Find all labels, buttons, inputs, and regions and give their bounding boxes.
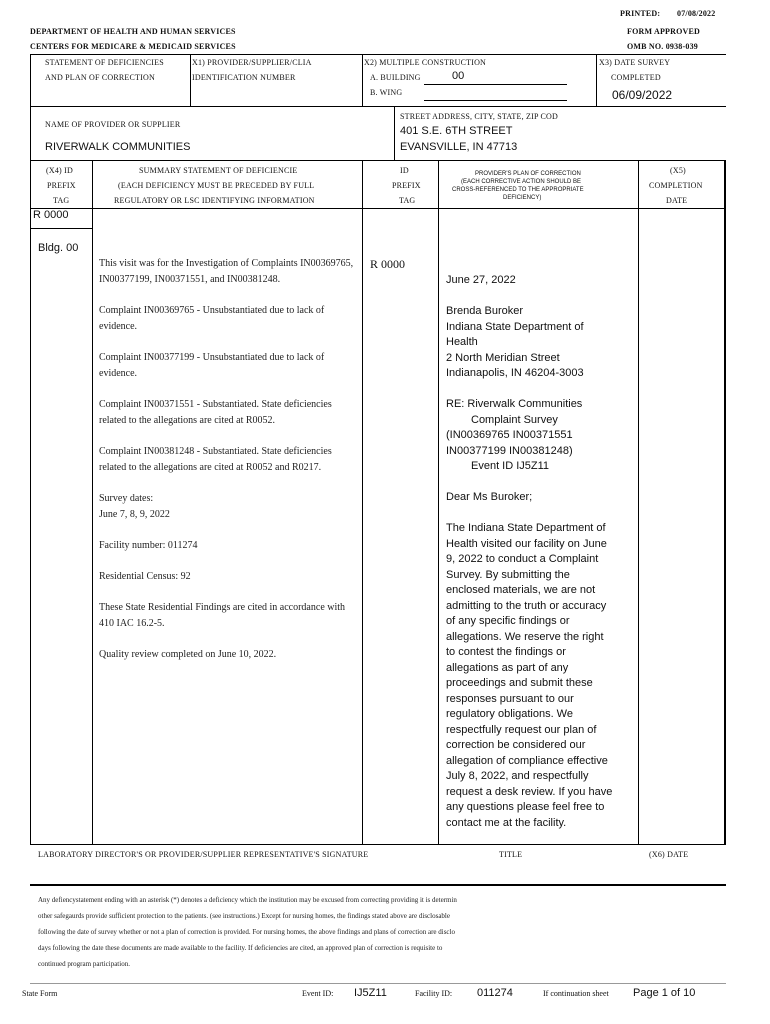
plan-body-line: regulatory obligations. We bbox=[446, 708, 573, 720]
summary-paragraph: Complaint IN00377199 - Unsubstantiated due to lack of evidence. bbox=[99, 352, 325, 379]
facility-id-label: Facility ID: bbox=[415, 989, 453, 998]
statement-label-1: STATEMENT OF DEFICIENCIES bbox=[45, 58, 164, 67]
printed-label: PRINTED: bbox=[620, 9, 661, 18]
building-label: Bldg. 00 bbox=[38, 242, 79, 254]
plan-header-1: PROVIDER'S PLAN OF CORRECTION bbox=[475, 171, 581, 177]
plan-re-line: Event ID IJ5Z11 bbox=[471, 460, 550, 472]
x4-header-2: PREFIX bbox=[47, 181, 76, 190]
tag-left: R 0000 bbox=[33, 209, 69, 221]
plan-body-line: enclosed materials, we are not bbox=[446, 584, 596, 596]
address-label: STREET ADDRESS, CITY, STATE, ZIP COD bbox=[400, 112, 558, 121]
state-form-label: State Form bbox=[22, 989, 58, 998]
plan-body-line: 9, 2022 to conduct a Complaint bbox=[446, 553, 599, 565]
plan-body-line: Health visited our facility on June bbox=[446, 537, 607, 550]
summary-paragraph: Residential Census: 92 bbox=[99, 571, 191, 582]
plan-address-line: Health bbox=[446, 336, 478, 348]
id-header-1: ID bbox=[400, 166, 409, 175]
form-approved: FORM APPROVED bbox=[627, 27, 701, 36]
x3-label-2: COMPLETED bbox=[611, 73, 661, 82]
summary-paragraph: These State Residential Findings are cited in accordance with 410 IAC 16.2-5. bbox=[99, 602, 346, 629]
disclaimer bbox=[38, 892, 728, 972]
plan-body-line: proceedings and submit these bbox=[446, 677, 593, 689]
disclaimer-line: days following the date these documents are made available to the facility. If deficiencies are cited, an approved plan of correction is requisite to bbox=[38, 944, 443, 952]
plan-re-line: Complaint Survey bbox=[471, 413, 558, 426]
plan-body-line: The Indiana State Department of bbox=[446, 522, 606, 534]
statement-label-2: AND PLAN OF CORRECTION bbox=[45, 73, 155, 82]
plan-header-3: CROSS-REFERENCED TO THE APPROPRIATE bbox=[452, 187, 584, 193]
plan-body-line: allegations. We reserve the right bbox=[446, 630, 604, 643]
disclaimer-line: other safegaurds provide sufficient protection to the patients. (see instructions.) Except for nursing homes, the findings stated above are disclosable bbox=[38, 912, 450, 920]
x3-label-1: X3) DATE SURVEY bbox=[599, 58, 671, 67]
director-signature-label: LABORATORY DIRECTOR'S OR PROVIDER/SUPPLIER REPRESENTATIVE'S SIGNATURE bbox=[38, 850, 369, 859]
x6-date-label: (X6) DATE bbox=[649, 850, 689, 859]
plan-body-line: allegation of compliance effective bbox=[446, 754, 608, 767]
plan-body-line: any questions please feel free to bbox=[446, 801, 605, 813]
plan-address-line: 2 North Meridian Street bbox=[446, 351, 560, 364]
summary-header-2: (EACH DEFICIENCY MUST BE PRECEDED BY FULL bbox=[118, 181, 315, 190]
plan-address-line: Indiana State Department of bbox=[446, 320, 584, 333]
x5-header-2: COMPLETION bbox=[649, 181, 703, 190]
x2-wing-label: B. WING bbox=[370, 88, 403, 97]
disclaimer-line: Any defiencystatement ending with an asterisk (*) denotes a deficiency which the institution may be excused from correcting providing it is determin bbox=[38, 896, 457, 904]
x2-building-value: 00 bbox=[452, 70, 465, 82]
x5-header-1: (X5) bbox=[670, 166, 686, 175]
plan-re-line: (IN00369765 IN00371551 bbox=[446, 429, 573, 441]
plan-body-line: July 8, 2022, and respectfully bbox=[446, 770, 589, 782]
summary-header-1: SUMMARY STATEMENT OF DEFICIENCIE bbox=[139, 166, 298, 175]
disclaimer-line: following the date of survey whether or not a plan of correction is provided. For nursing homes, the above findings and plans of correction are disclo bbox=[38, 928, 455, 936]
x1-label-2: IDENTIFICATION NUMBER bbox=[192, 73, 296, 82]
department-title: DEPARTMENT OF HEALTH AND HUMAN SERVICES bbox=[30, 27, 236, 36]
plan-body-line: admitting to the truth or accuracy bbox=[446, 599, 607, 612]
plan-body-line: to contest the findings or bbox=[446, 646, 566, 658]
summary-paragraph: This visit was for the Investigation of Complaints IN00369765, IN00377199, IN00371551, and IN00381248. bbox=[99, 258, 354, 285]
tag-right: R 0000 bbox=[370, 257, 406, 271]
plan-body-line: contact me at the facility. bbox=[446, 816, 567, 829]
plan-date: June 27, 2022 bbox=[446, 274, 516, 286]
summary-paragraph: Complaint IN00371551 - Substantiated. State deficiencies related to the allegations are cited at R0052. bbox=[99, 399, 332, 426]
provider-name-value: RIVERWALK COMMUNITIES bbox=[45, 141, 191, 153]
plan-header-4: DEFICIENCY) bbox=[503, 195, 542, 201]
event-id-value: IJ5Z11 bbox=[354, 987, 387, 999]
plan-re-line: IN00377199 IN00381248) bbox=[446, 444, 573, 457]
omb-number: OMB NO. 0938-039 bbox=[627, 42, 698, 51]
plan-header-2: (EACH CORRECTIVE ACTION SHOULD BE bbox=[461, 179, 582, 185]
event-id-label: Event ID: bbox=[302, 989, 334, 998]
plan-body-line: responses pursuant to our bbox=[446, 692, 574, 705]
plan-body-line: request a desk review. If you have bbox=[446, 785, 613, 798]
page-number: Page 1 of 10 bbox=[633, 987, 696, 999]
summary-paragraph: Facility number: 011274 bbox=[99, 540, 198, 551]
x2-building-label: A. BUILDING bbox=[370, 73, 421, 82]
summary-paragraph: Complaint IN00369765 - Unsubstantiated due to lack of evidence. bbox=[99, 305, 325, 332]
centers-title: CENTERS FOR MEDICARE & MEDICAID SERVICES bbox=[30, 42, 236, 51]
plan-body-line: Survey. By submitting the bbox=[446, 568, 570, 581]
id-header-2: PREFIX bbox=[392, 181, 421, 190]
plan-salutation: Dear Ms Buroker; bbox=[446, 491, 533, 503]
id-header-3: TAG bbox=[399, 196, 416, 205]
x4-header-3: TAG bbox=[53, 196, 70, 205]
summary-paragraph: Complaint IN00381248 - Substantiated. State deficiencies related to the allegations are cited at R0052 and R0217. bbox=[99, 446, 332, 473]
plan-body-line: correction be considered our bbox=[446, 739, 586, 751]
plan-address-line: Indianapolis, IN 46204-3003 bbox=[446, 367, 584, 379]
x2-title: X2) MULTIPLE CONSTRUCTION bbox=[364, 58, 487, 67]
facility-id-value: 011274 bbox=[477, 987, 513, 999]
summary-statement bbox=[99, 256, 355, 678]
plan-address-line: Brenda Buroker bbox=[446, 305, 524, 317]
plan-body-line: allegations as part of any bbox=[446, 661, 569, 674]
x1-label-1: X1) PROVIDER/SUPPLIER/CLIA bbox=[192, 58, 312, 67]
plan-body-line: of any specific findings or bbox=[446, 615, 570, 627]
summary-paragraph: Quality review completed on June 10, 2022. bbox=[99, 649, 277, 660]
summary-paragraph: Survey dates: June 7, 8, 9, 2022 bbox=[99, 493, 170, 520]
plan-of-correction bbox=[446, 273, 636, 831]
x5-header-3: DATE bbox=[666, 196, 688, 205]
plan-re-line: RE: Riverwalk Communities bbox=[446, 398, 583, 410]
address-line-1: 401 S.E. 6TH STREET bbox=[400, 125, 513, 137]
address-line-2: EVANSVILLE, IN 47713 bbox=[400, 141, 518, 153]
x4-header-1: (X4) ID bbox=[46, 166, 73, 175]
continuation-label: If continuation sheet bbox=[543, 989, 609, 998]
title-label: TITLE bbox=[499, 850, 523, 859]
printed-date: 07/08/2022 bbox=[677, 9, 716, 18]
summary-header-3: REGULATORY OR LSC IDENTIFYING INFORMATION bbox=[114, 196, 315, 205]
plan-body-line: respectfully request our plan of bbox=[446, 723, 597, 736]
provider-name-label: NAME OF PROVIDER OR SUPPLIER bbox=[45, 120, 181, 129]
x3-date-value: 06/09/2022 bbox=[612, 88, 673, 102]
disclaimer-line: continued program participation. bbox=[38, 960, 130, 968]
